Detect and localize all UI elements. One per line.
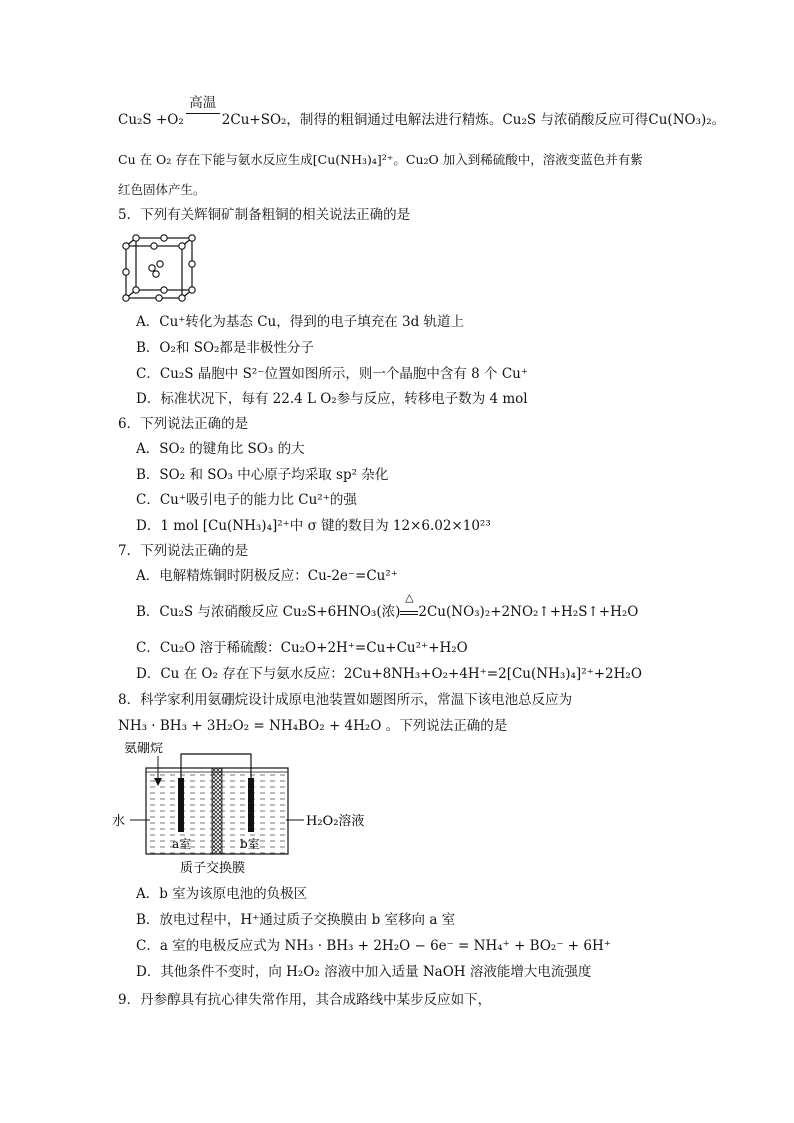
q6-option-a: A．SO₂ 的键角比 SO₃ 的大: [136, 441, 305, 457]
q7-option-c: C．Cu₂O 溶于稀硫酸：Cu₂O+2H⁺=Cu+Cu²⁺+H₂O: [136, 640, 468, 656]
electrode-a: [178, 778, 184, 832]
intro-line-2: Cu 在 O₂ 存在下能与氨水反应生成[Cu(NH₃)₄]²⁺。Cu₂O 加入到稀硫酸中，溶液变蓝色并有紫: [118, 152, 643, 167]
label-water: 水: [112, 814, 126, 829]
q8-option-d: D．其他条件不变时，向 H₂O₂ 溶液中加入适量 NaOH 溶液能增大电流强度: [136, 964, 592, 980]
q5-option-a: A．Cu⁺转化为基态 Cu，得到的电子填充在 3d 轨道上: [136, 314, 465, 330]
q8-option-a: A．b 室为该原电池的负极区: [136, 886, 308, 902]
label-ammonia-borane: 氨硼烷: [124, 742, 164, 756]
q8-option-b: B．放电过程中，H⁺通过质子交换膜由 b 室移向 a 室: [136, 912, 456, 928]
question-6-stem: 6．下列说法正确的是: [118, 416, 249, 432]
electrode-b: [248, 778, 254, 832]
question-8-stem-2: NH₃ · BH₃ + 3H₂O₂ = NH₄BO₂ + 4H₂O 。下列说法正确的是: [118, 718, 508, 734]
intro-line-1: Cu₂S +O₂ 高温 2Cu+SO₂，制得的粗铜通过电解法进行精炼。Cu₂S 与浓硝酸反应可得Cu(NO₃)₂。: [118, 95, 726, 128]
q6-option-d: D．1 mol [Cu(NH₃)₄]²⁺中 σ 键的数目为 12×6.02×10²³: [136, 518, 491, 534]
question-7-stem: 7．下列说法正确的是: [118, 543, 249, 559]
question-8-stem: 8．科学家利用氨硼烷设计成原电池装置如题图所示，常温下该电池总反应为: [118, 692, 573, 708]
q7-option-a: A．电解精炼铜时阴极反应：Cu-2e⁻=Cu²⁺: [136, 568, 398, 584]
battery-figure: [110, 742, 370, 878]
label-h2o2: H₂O₂溶液: [306, 814, 365, 829]
q5-option-b: B．O₂和 SO₂都是非极性分子: [136, 340, 314, 356]
crystal-cell-figure: [118, 232, 200, 304]
q5-option-d: D．标准状况下，每有 22.4 L O₂参与反应，转移电子数为 4 mol: [136, 391, 528, 407]
question-5-stem: 5．下列有关辉铜矿制备粗铜的相关说法正确的是: [118, 207, 411, 223]
reaction-condition: 高温: [186, 110, 220, 130]
label-membrane: 质子交换膜: [180, 861, 246, 876]
q6-option-b: B．SO₂ 和 SO₃ 中心原子均采取 sp² 杂化: [136, 467, 389, 483]
q5-option-c: C．Cu₂S 晶胞中 S²⁻位置如图所示，则一个晶胞中含有 8 个 Cu⁺: [136, 366, 528, 382]
q6-option-c: C．Cu⁺吸引电子的能力比 Cu²⁺的强: [136, 492, 357, 508]
proton-exchange-membrane: [212, 768, 222, 854]
question-9-stem: 9．丹参醇具有抗心律失常作用，其合成路线中某步反应如下，: [118, 992, 492, 1008]
label-b-room: b室: [240, 837, 260, 851]
q7-option-d: D．Cu 在 O₂ 存在下与氨水反应：2Cu+8NH₃+O₂+4H⁺=2[Cu(NH₃)₄]²⁺+2H₂O: [136, 666, 642, 682]
heat-condition: △: [400, 602, 418, 622]
label-a-room: a室: [172, 837, 192, 851]
q8-option-c: C．a 室的电极反应式为 NH₃ · BH₃ + 2H₂O − 6e⁻ = NH₄⁺ + BO₂⁻ + 6H⁺: [136, 938, 611, 954]
intro-line-3: 红色固体产生。: [118, 182, 206, 197]
q7-option-b: B．Cu₂S 与浓硝酸反应 Cu₂S+6HNO₃(浓) △ 2Cu(NO₃)₂+2NO₂↑+H₂S↑+H₂O: [136, 591, 639, 620]
